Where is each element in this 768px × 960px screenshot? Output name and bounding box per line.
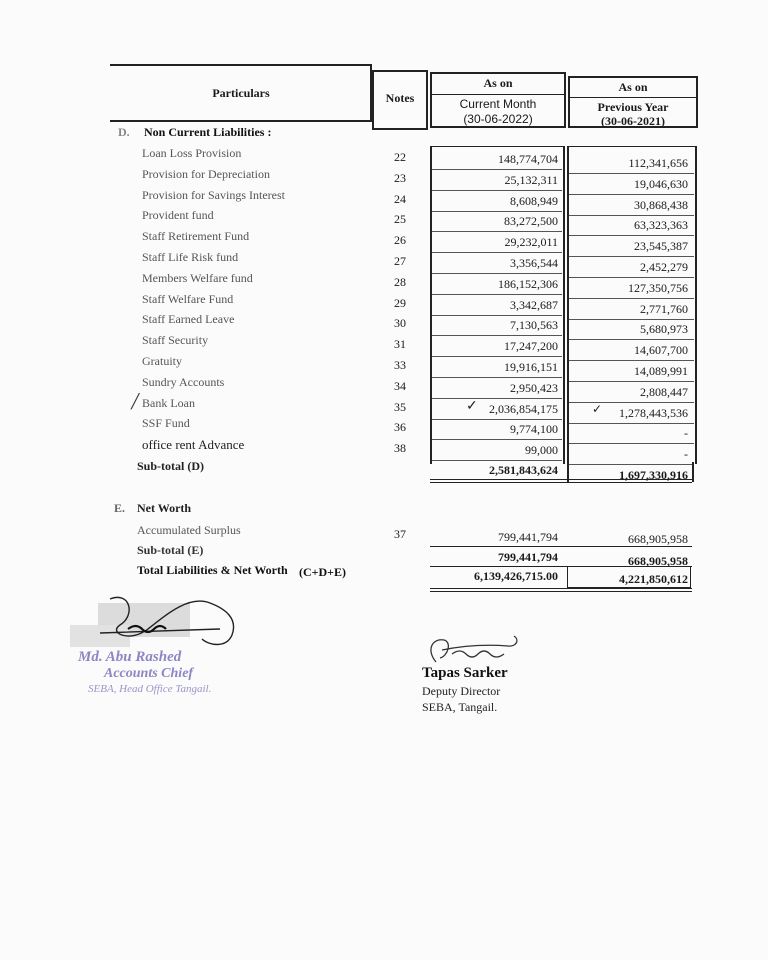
row-previous-value: -: [684, 447, 688, 461]
subtotal-e-label: Sub-total (E): [137, 543, 204, 557]
row-label: Provision for Depreciation: [142, 167, 270, 181]
row-current-value: 2,036,854,175: [489, 402, 558, 416]
row-previous-rule: [569, 215, 694, 216]
row-current-rule: [432, 211, 562, 212]
header-current-date: (30-06-2022): [463, 112, 533, 126]
row-current-rule: [432, 356, 562, 357]
subtotal-e-current: 799,441,794: [498, 550, 558, 564]
row-previous-value: 2,452,279: [640, 260, 688, 274]
row-note: 26: [394, 233, 406, 247]
subtotal-d-label: Sub-total (D): [137, 459, 205, 473]
tick-mark-icon: ✓: [592, 402, 603, 416]
current-col-top-border: [430, 146, 565, 147]
row-note: 25: [394, 212, 406, 226]
row-previous-value: 19,046,630: [634, 177, 688, 191]
left-signature-block: [70, 585, 300, 705]
row-current-rule: [432, 294, 562, 295]
row-current-rule: [432, 439, 562, 440]
row-current-value: 9,774,100: [510, 422, 558, 436]
header-notes: Notes: [385, 91, 415, 105]
row-current-rule: [432, 315, 562, 316]
section-d-title: Non Current Liabilities :: [144, 125, 272, 139]
row-current-value: 148,774,704: [498, 152, 558, 166]
row-previous-rule: [569, 298, 694, 299]
subtotal-d-previous: 1,697,330,916: [619, 468, 688, 482]
row-previous-rule: [569, 194, 694, 195]
row-previous-value: 30,868,438: [634, 198, 688, 212]
row-previous-rule: [569, 443, 694, 444]
row-label: Staff Life Risk fund: [142, 250, 239, 264]
row-previous-rule: [569, 423, 694, 424]
row-label: Bank Loan: [142, 396, 195, 410]
current-col-right-border: [563, 146, 565, 464]
right-signer-office: SEBA, Tangail.: [422, 700, 498, 714]
total-rule-2: [430, 591, 692, 592]
row-current-rule: [432, 190, 562, 191]
row-current-value: 7,130,563: [510, 318, 558, 332]
row-note: 24: [394, 192, 406, 206]
row-previous-value: 1,278,443,536: [619, 406, 688, 420]
right-signer-name: Tapas Sarker: [422, 665, 508, 681]
row-current-value: 3,342,687: [510, 298, 558, 312]
row-current-rule: [432, 377, 562, 378]
section-e-marker: E.: [114, 501, 126, 515]
right-signature-scribble: [422, 632, 532, 666]
accumulated-surplus-previous: 668,905,958: [628, 532, 688, 546]
accumulated-surplus-label: Accumulated Surplus: [137, 523, 241, 537]
row-previous-rule: [569, 360, 694, 361]
row-label: Sundry Accounts: [142, 375, 225, 389]
row-note: 23: [394, 171, 406, 185]
tick-mark-icon: ╱: [131, 395, 140, 410]
row-previous-rule: [569, 277, 694, 278]
row-label: Provident fund: [142, 208, 214, 222]
row-label: Members Welfare fund: [142, 271, 253, 285]
row-previous-value: 23,545,387: [634, 239, 688, 253]
total-formula: (C+D+E): [299, 565, 347, 579]
row-note: 22: [394, 150, 406, 164]
header-previous-date: (30-06-2021): [601, 114, 665, 128]
row-previous-value: 14,089,991: [634, 364, 688, 378]
header-previous-as-on: As on: [618, 80, 648, 94]
previous-col-right-border: [695, 146, 697, 464]
row-label: Gratuity: [142, 354, 182, 368]
row-label: Staff Welfare Fund: [142, 292, 234, 306]
row-current-value: 29,232,011: [504, 235, 558, 249]
row-previous-rule: [569, 381, 694, 382]
row-label: office rent Advance: [142, 437, 245, 452]
row-previous-value: -: [684, 426, 688, 440]
row-current-rule: [432, 419, 562, 420]
subtotal-d-rule-1: [430, 479, 692, 480]
row-label: Loan Loss Provision: [142, 146, 242, 160]
left-seal-office: SEBA, Head Office Tangail.: [88, 683, 212, 695]
row-label: Staff Security: [142, 333, 209, 347]
row-previous-rule: [569, 235, 694, 236]
row-current-rule: [432, 335, 562, 336]
row-note: 33: [394, 358, 406, 372]
row-label: Provision for Savings Interest: [142, 188, 285, 202]
row-note: 29: [394, 296, 406, 310]
row-note: 38: [394, 441, 406, 455]
row-current-value: 17,247,200: [504, 339, 558, 353]
row-previous-rule: [569, 339, 694, 340]
total-label: Total Liabilities & Net Worth: [137, 563, 288, 577]
row-previous-value: 2,808,447: [640, 385, 688, 399]
right-signer-title: Deputy Director: [422, 684, 501, 698]
row-note: 34: [394, 379, 406, 393]
row-previous-value: 112,341,656: [628, 156, 688, 170]
total-rule-1: [430, 588, 692, 589]
row-label: Staff Retirement Fund: [142, 229, 250, 243]
subtotal-d-box-left: [567, 462, 569, 482]
row-note: 36: [394, 420, 406, 434]
row-previous-rule: [569, 256, 694, 257]
row-previous-value: 14,607,700: [634, 343, 688, 357]
row-previous-value: 127,350,756: [628, 281, 688, 295]
row-current-value: 25,132,311: [504, 173, 558, 187]
total-previous-box: [567, 566, 691, 588]
row-previous-value: 5,680,973: [640, 322, 688, 336]
left-seal-name: Md. Abu Rashed: [78, 649, 182, 665]
header-previous-year: Previous Year: [597, 100, 669, 114]
left-seal-title: Accounts Chief: [104, 666, 194, 681]
row-current-rule: [432, 273, 562, 274]
row-current-value: 19,916,151: [504, 360, 558, 374]
row-note: 28: [394, 275, 406, 289]
subtotal-e-previous: 668,905,958: [628, 554, 688, 568]
row-previous-rule: [569, 464, 694, 465]
accumulated-surplus-note: 37: [394, 527, 406, 541]
row-current-rule: [432, 398, 562, 399]
row-note: 30: [394, 316, 406, 330]
row-previous-value: 2,771,760: [640, 302, 688, 316]
section-e-title: Net Worth: [137, 501, 192, 515]
row-current-value: 186,152,306: [498, 277, 558, 291]
total-current: 6,139,426,715.00: [474, 569, 558, 583]
accumulated-surplus-current: 799,441,794: [498, 530, 558, 544]
tick-mark-icon: ✓: [466, 399, 478, 414]
row-current-value: 83,272,500: [504, 214, 558, 228]
row-label: Staff Earned Leave: [142, 312, 235, 326]
total-previous: 4,221,850,612: [619, 572, 688, 586]
row-note: 31: [394, 337, 406, 351]
row-note: 35: [394, 400, 406, 414]
header-previous-divider: [568, 97, 698, 98]
row-note: 27: [394, 254, 406, 268]
row-previous-value: 63,323,363: [634, 218, 688, 232]
row-previous-rule: [569, 319, 694, 320]
row-current-value: 2,950,423: [510, 381, 558, 395]
header-current-as-on: As on: [483, 76, 513, 90]
row-current-rule: [432, 460, 562, 461]
row-current-rule: [432, 169, 562, 170]
row-previous-rule: [569, 402, 694, 403]
header-particulars: Particulars: [212, 86, 270, 100]
header-current-divider: [430, 94, 566, 95]
surplus-rule: [430, 546, 692, 547]
row-current-value: 99,000: [525, 443, 558, 457]
header-current-month: Current Month: [459, 97, 537, 111]
row-current-value: 3,356,544: [510, 256, 558, 270]
row-label: SSF Fund: [142, 416, 190, 430]
row-current-rule: [432, 231, 562, 232]
subtotal-d-current: 2,581,843,624: [489, 463, 558, 477]
row-previous-rule: [569, 173, 694, 174]
row-current-value: 8,608,949: [510, 194, 558, 208]
section-d-marker: D.: [118, 125, 130, 139]
subtotal-d-box-right: [692, 462, 694, 482]
previous-col-top-border: [567, 146, 697, 147]
row-current-rule: [432, 252, 562, 253]
subtotal-d-rule-2: [430, 482, 692, 483]
